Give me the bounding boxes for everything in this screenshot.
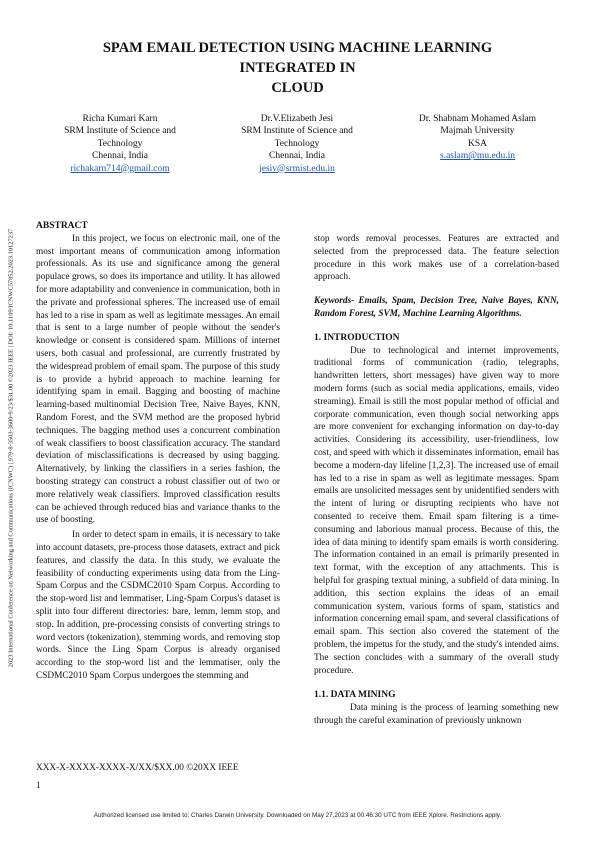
- author-affiliation-cont: Technology: [97, 138, 143, 149]
- left-column: [36, 220, 280, 683]
- author-block-3: [400, 113, 555, 163]
- introduction-heading: 1. INTRODUCTION: [314, 332, 400, 343]
- title-line-2: INTEGRATED IN: [239, 60, 356, 76]
- author-name: Dr. Shabnam Mohamed Aslam: [418, 114, 537, 124]
- page-number: 1: [36, 781, 41, 791]
- title-line-3: CLOUD: [271, 80, 324, 96]
- license-footer: Authorized licensed use limited to: Charles Darwin University. Downloaded on May 27,2023 at 00:46:30 UTC from IEEE Xplore. Restrictions apply.: [93, 812, 502, 819]
- author-affiliation: SRM Institute of Science and: [64, 126, 176, 137]
- author-location: Chennai, India: [269, 151, 325, 162]
- data-mining-paragraph: Data mining is the process of learning something new through the careful examination of previously unknown: [314, 703, 559, 726]
- author-email-link[interactable]: jesiv@srmist.edu.in: [259, 163, 335, 174]
- title-line-1: SPAM EMAIL DETECTION USING MACHINE LEARNING: [102, 40, 493, 56]
- introduction-paragraph: Due to technological and internet improvements, traditional forms of communication (radio, telegraphs, handwritten letters, short messages) have given way to more modern forms (such as social media applications, emails, video streaming). Email is still the most popular method of official and corporate communication, even though social networking apps are more convenient for exchanging information on day-to-day activities. Considering its accessibility, user-friendliness, low cost, and speed with which it disseminates information, email has become a modern-day lifeline [1,2,3]. The increased use of email has led to a rise in spam as well as legitimate messages. Spam emails are unsolicited messages sent by unidentified senders with the intent of luring or disrupting recipients who have not consented to receive them. Email spam filtering is a time-consuming and laborious manual process. Because of this, the idea of data mining to identify spam emails is worth considering. The information contained in an email is primarily presented in text format, with the exception of any attachments. This is helpful for grasping textual mining, a subfield of data mining. In addition, this section explains the ideas of an email communication system, various forms of spam, statistics and information concerning email spam, and several classifications of email spam. This section also covered the statement of the problem, the impetus for the study, and the study's intended aims. The section concludes with a summary of the overall study procedure.: [314, 345, 559, 676]
- paper-title: [60, 38, 535, 98]
- author-block-1: [45, 113, 195, 175]
- author-affiliation: Majmah University: [440, 126, 515, 137]
- keywords: Keywords- Emails, Spam, Decision Tree, Naive Bayes, KNN, Random Forest, SVM, Machine Learning Algorithms.: [314, 296, 559, 319]
- copyright-line: XXX-X-XXXX-XXXX-X/XX/$XX.00 ©20XX IEEE: [36, 763, 239, 773]
- conference-side-text: 2023 International Conference on Networking and Communications (ICNWC) | 979-8-3503-3600-9/23/$31.00 ©2023 IEEE | DOI: 10.1109/ICNWC57852.2023.10127237: [7, 228, 15, 668]
- right-column: [314, 233, 559, 728]
- author-affiliation-cont: Technology: [274, 138, 320, 149]
- author-block-2: [222, 113, 372, 175]
- author-name: Dr.V.Elizabeth Jesi: [260, 114, 334, 124]
- author-affiliation: SRM Institute of Science and: [241, 126, 353, 137]
- author-email-link[interactable]: richakarn714@gmail.com: [70, 163, 170, 174]
- author-location: KSA: [467, 138, 487, 149]
- data-mining-heading: 1.1. DATA MINING: [314, 690, 396, 701]
- abstract-heading: ABSTRACT: [36, 221, 88, 231]
- abstract-paragraph-1: In this project, we focus on electronic mail, one of the most important means of communication among information professionals. As its use and significance among the general populace grows, so does its importance and utility. It has allowed for more adaptability and convenience in communication, both in the private and professional spheres. The increased use of email has led to a rise in spam as well as legitimate messages. An email that is sent to a large number of people without the sender's knowledge or consent is considered spam. Millions of internet users, both casual and professional, are currently frustrated by the widespread problem of email spam. The purpose of this study is to provide a hybrid approach to machine learning for identifying spam in email. Bagging and boosting of machine learning-based multinomial Decision Tree, Naive Bayes, KNN, Random Forest, and the SVM method are the proposed hybrid techniques. The bagging method uses a concurrent combination of weak classifiers to boost classification accuracy. The standard deviation of misclassifications is decreased by using bagging. Alternatively, by linking the classifiers in a series fashion, the boosting strategy can construct a robust classifier out of two or more relatively weak classifiers. Improved classification results can be achieved through reduced bias and variance thanks to the use of boosting.: [36, 233, 280, 526]
- author-location: Chennai, India: [92, 151, 148, 162]
- conference-side-note: [4, 148, 18, 748]
- abstract-paragraph-2: In order to detect spam in emails, it is necessary to take into account datasets, pre-process those datasets, extract and pick features, and classify the data. In this study, we evaluate the feasibility of conducting experiments using data from the Ling-Spam Corpus and the CSDMC2010 Spam Corpus. According to the stop-word list and lemmatiser, Ling-Spam Corpus's dataset is split into four different directories: bare, lemm, lemm stop, and stop. In addition, pre-processing consists of converting strings to word vectors (tokenization), stemming words, and removing stop words. Since the Ling Spam Corpus is already organised according to the stop-word list and the lemmatiser, only the CSDMC2010 Spam Corpus undergoes the stemming and: [36, 530, 280, 681]
- abstract-paragraph-3: stop words removal processes. Features are extracted and selected from the preprocessed data. The feature selection procedure in this work makes use of a correlation-based approach.: [314, 234, 559, 283]
- author-name: Richa Kumari Karn: [82, 114, 158, 124]
- author-email-link[interactable]: s.aslam@mu.edu.in: [440, 151, 515, 162]
